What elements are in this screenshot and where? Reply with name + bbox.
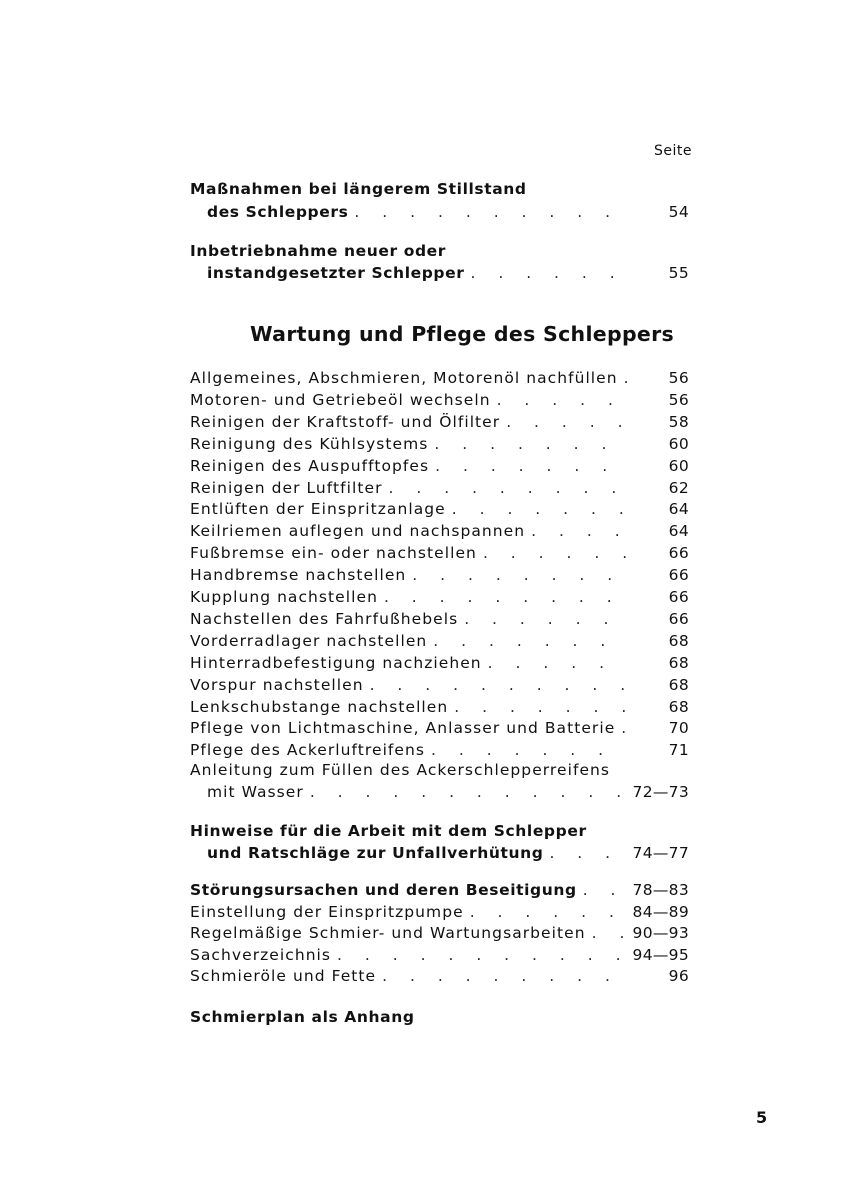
toc-entry xyxy=(190,588,689,610)
toc-page-number: 68 xyxy=(668,697,689,716)
leader-dots xyxy=(464,264,627,282)
leader-dots xyxy=(491,391,627,409)
toc-page-number: 66 xyxy=(668,544,689,563)
toc-entry xyxy=(190,741,689,763)
toc-entry-title: Motoren- und Getriebeöl wechseln xyxy=(190,390,491,409)
toc-page-number: 94—95 xyxy=(632,945,689,964)
toc-page-number: 71 xyxy=(668,741,689,760)
toc-page-number: 60 xyxy=(668,456,689,475)
toc-entry-title: Anleitung zum Füllen des Ackerschlepperreifens xyxy=(190,761,611,779)
leader-dots xyxy=(428,435,627,453)
toc-entry-title: Reinigen der Luftfilter xyxy=(190,478,383,497)
leader-dots xyxy=(500,413,627,431)
toc-entry xyxy=(190,719,689,741)
toc-entry-title: mit Wasser xyxy=(207,783,304,801)
toc-entry-title: Hinterradbefestigung nachziehen xyxy=(190,653,482,672)
toc-entry xyxy=(190,654,689,676)
toc-entry-title: Einstellung der Einspritzpumpe xyxy=(190,902,464,921)
section-heading: Wartung und Pflege des Schleppers xyxy=(250,322,675,346)
leader-dots xyxy=(376,967,627,985)
leader-dots xyxy=(477,544,627,562)
toc-page-number: 66 xyxy=(668,566,689,585)
toc-entry-title: Entlüften der Einspritzanlage xyxy=(190,500,446,519)
leader-dots xyxy=(543,844,627,862)
toc-entry xyxy=(207,264,689,286)
toc-entry-title: instandgesetzter Schlepper xyxy=(207,264,465,282)
toc-entry-title: Handbremse nachstellen xyxy=(190,566,407,585)
toc-entry-title: Nachstellen des Fahrfußhebels xyxy=(190,609,459,628)
toc-entry xyxy=(190,967,689,989)
toc-entry xyxy=(190,479,689,501)
toc-entry-title: Vorderradlager nachstellen xyxy=(190,631,428,650)
toc-entry xyxy=(190,632,689,654)
toc-entry xyxy=(190,369,689,391)
toc-entry xyxy=(190,676,689,698)
leader-dots xyxy=(331,946,627,964)
toc-entry xyxy=(190,391,689,413)
leader-dots xyxy=(525,522,627,540)
toc-page-number: 60 xyxy=(668,434,689,453)
toc-entry xyxy=(190,761,689,783)
toc-page-number: 72—73 xyxy=(632,783,689,801)
toc-page-number: 54 xyxy=(668,203,689,221)
toc-entry xyxy=(190,610,689,632)
toc-entry-title: Hinweise für die Arbeit mit dem Schlepper xyxy=(190,822,587,840)
toc-page-number: 62 xyxy=(668,478,689,497)
toc-entry-title: Störungsursachen und deren Beseitigung xyxy=(190,881,577,899)
toc-entry-title: Reinigung des Kühlsystems xyxy=(190,434,429,453)
leader-dots xyxy=(618,369,627,387)
toc-entry-title: und Ratschläge zur Unfallverhütung xyxy=(207,844,544,862)
leader-dots xyxy=(429,457,627,475)
toc-page-number: 68 xyxy=(668,675,689,694)
toc-entry-title: Maßnahmen bei längerem Stillstand xyxy=(190,180,527,198)
toc-entry xyxy=(190,500,689,522)
toc-page-number: 74—77 xyxy=(632,844,689,862)
toc-entry-title: Inbetriebnahme neuer oder xyxy=(190,242,447,260)
toc-page-number: 58 xyxy=(668,412,689,431)
toc-page-number: 68 xyxy=(668,653,689,672)
toc-entry-title: des Schleppers xyxy=(207,203,349,221)
toc-entry-title: Pflege von Lichtmaschine, Anlasser und Batterie xyxy=(190,719,616,738)
toc-page-number: 66 xyxy=(668,609,689,628)
leader-dots xyxy=(577,881,627,899)
toc-entry xyxy=(207,844,689,866)
toc-page-number: 78—83 xyxy=(632,881,689,899)
toc-entry-title: Fußbremse ein- oder nachstellen xyxy=(190,544,477,563)
toc-entry-title: Kupplung nachstellen xyxy=(190,588,378,606)
toc-page-number: 84—89 xyxy=(632,902,689,921)
seite-label: Seite xyxy=(654,143,692,159)
toc-entry-title: Regelmäßige Schmier- und Wartungsarbeiten xyxy=(190,924,586,942)
leader-dots xyxy=(383,479,627,497)
leader-dots xyxy=(458,610,627,628)
leader-dots xyxy=(378,588,627,606)
toc-entry xyxy=(190,924,689,946)
toc-entry-title: Keilriemen auflegen und nachspannen xyxy=(190,522,526,541)
toc-entry-title: Schmieröle und Fette xyxy=(190,967,377,985)
toc-entry-title: Reinigen der Kraftstoff- und Ölfilter xyxy=(190,412,501,431)
leader-dots xyxy=(586,924,627,942)
toc-entry-title: Sachverzeichnis xyxy=(190,945,332,964)
leader-dots xyxy=(446,500,627,518)
toc-entry xyxy=(190,566,689,588)
leader-dots xyxy=(425,741,627,759)
leader-dots xyxy=(464,903,627,921)
toc-entry xyxy=(190,522,689,544)
toc-page-number: 90—93 xyxy=(632,924,689,942)
leader-dots xyxy=(615,719,627,737)
toc-entry-title: Lenkschubstange nachstellen xyxy=(190,697,449,716)
toc-entry xyxy=(207,783,689,805)
leader-dots xyxy=(348,203,627,221)
leader-dots xyxy=(427,632,627,650)
toc-entry-title: Allgemeines, Abschmieren, Motorenöl nachfüllen xyxy=(190,369,618,387)
toc-page-number: 68 xyxy=(668,631,689,650)
leader-dots xyxy=(406,566,627,584)
toc-entry xyxy=(190,946,689,968)
toc-page-number: 64 xyxy=(668,500,689,519)
leader-dots xyxy=(448,698,627,716)
toc-page-number: 55 xyxy=(668,264,689,282)
toc-page-number: 96 xyxy=(668,967,689,985)
leader-dots xyxy=(364,676,627,694)
appendix-note: Schmierplan als Anhang xyxy=(190,1008,415,1026)
toc-entry-title: Reinigen des Auspufftopfes xyxy=(190,456,430,475)
toc-entry xyxy=(207,203,689,225)
toc-entry-title: Pflege des Ackerluftreifens xyxy=(190,741,426,760)
toc-page-number: 66 xyxy=(668,588,689,606)
leader-dots xyxy=(304,783,627,801)
toc-entry-title: Vorspur nachstellen xyxy=(190,675,364,694)
toc-page-number: 64 xyxy=(668,522,689,541)
page-number: 5 xyxy=(756,1108,768,1127)
toc-entry xyxy=(190,435,689,457)
toc-entry xyxy=(190,457,689,479)
toc-entry xyxy=(190,881,689,903)
toc-page-number: 56 xyxy=(668,369,689,387)
toc-page-number: 70 xyxy=(668,719,689,738)
toc-entry xyxy=(190,903,689,925)
leader-dots xyxy=(482,654,627,672)
toc-entry xyxy=(190,698,689,720)
toc-entry xyxy=(190,413,689,435)
toc-entry xyxy=(190,544,689,566)
toc-page-number: 56 xyxy=(668,390,689,409)
